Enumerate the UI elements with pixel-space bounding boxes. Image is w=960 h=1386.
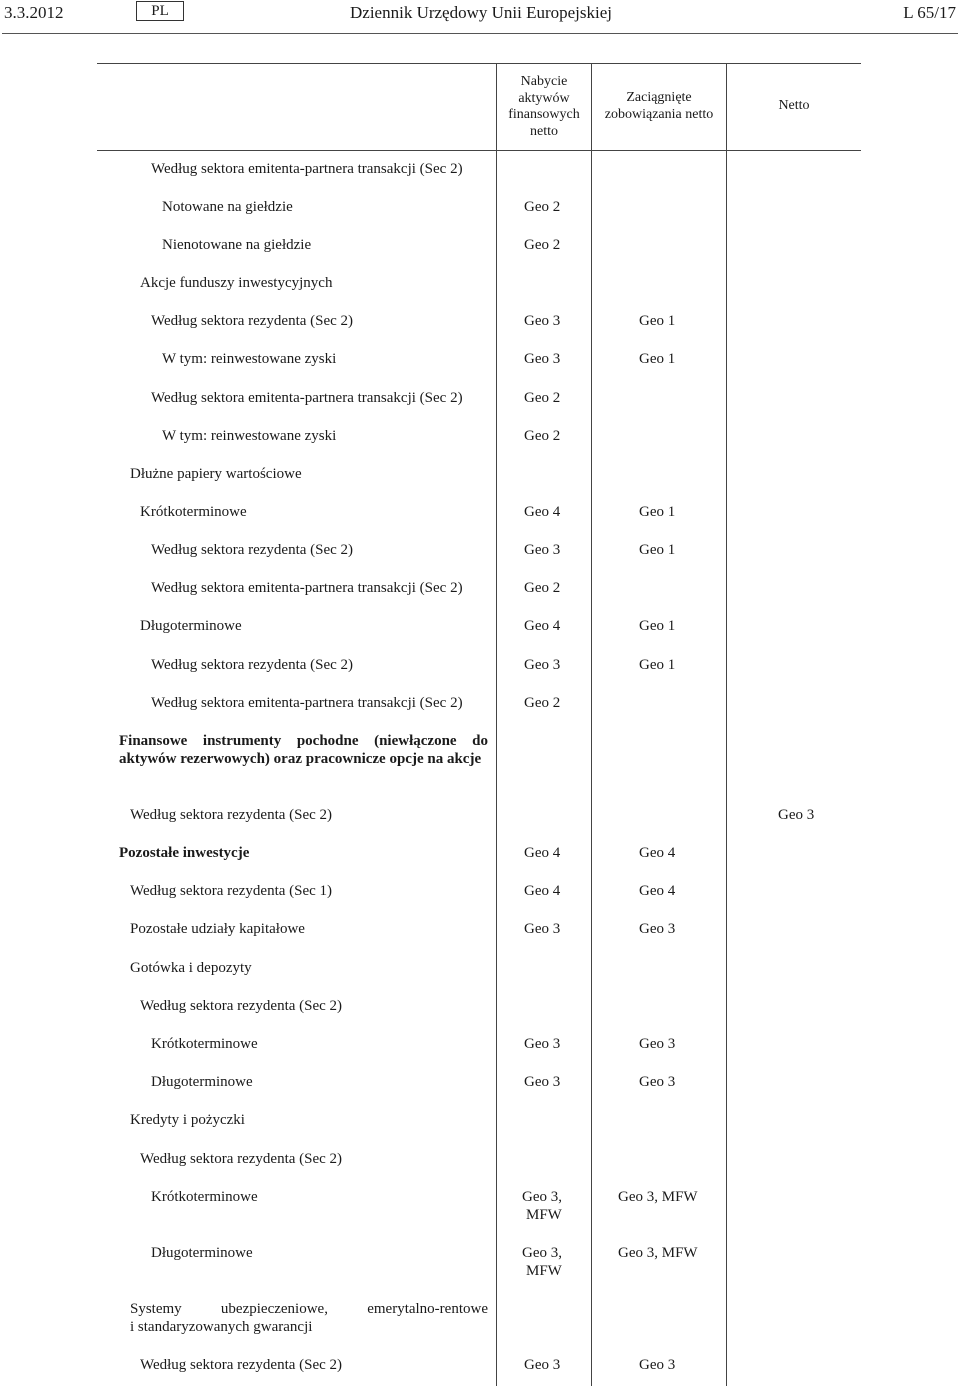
cell-value: MFW [526, 1207, 562, 1223]
row-label: Według sektora rezydenta (Sec 2) [151, 313, 354, 329]
row-label: W tym: reinwestowane zyski [162, 428, 337, 444]
cell-value: Geo 2 [524, 390, 561, 406]
header-rule [2, 33, 958, 34]
cell-value: Geo 3 [639, 1036, 676, 1052]
column-header-line: netto [530, 123, 558, 139]
page-number: L 65/17 [903, 3, 956, 22]
row-label: Nienotowane na giełdzie [162, 237, 312, 253]
column-header-liabilities [592, 90, 726, 123]
cell-value: Geo 1 [639, 504, 676, 520]
column-divider [726, 63, 727, 1386]
cell-value: Geo 4 [639, 845, 676, 861]
column-header-line: aktywów [518, 90, 570, 106]
cell-value: Geo 3, [522, 1189, 562, 1205]
cell-value: Geo 3 [524, 921, 561, 937]
cell-value: Geo 4 [524, 883, 561, 899]
cell-value: Geo 3 [524, 1036, 561, 1052]
column-divider [591, 63, 592, 1386]
row-label: Według sektora emitenta-partnera transakcji (Sec 2) [151, 161, 463, 177]
cell-value: Geo 1 [639, 657, 676, 673]
column-header-acquisition [497, 74, 591, 140]
row-label: Według sektora rezydenta (Sec 2) [130, 807, 333, 823]
cell-value: Geo 3 [524, 351, 561, 367]
row-label: W tym: reinwestowane zyski [162, 351, 337, 367]
cell-value: Geo 1 [639, 351, 676, 367]
row-label: Systemy ubezpieczeniowe, emerytalno-rentowe [130, 1301, 488, 1317]
row-label: Akcje funduszy inwestycyjnych [140, 275, 333, 291]
row-label: Według sektora rezydenta (Sec 2) [151, 657, 354, 673]
row-label: Pozostałe inwestycje [119, 845, 250, 861]
row-label: Według sektora emitenta-partnera transakcji (Sec 2) [151, 580, 463, 596]
row-label: Dłużne papiery wartościowe [130, 466, 302, 482]
table-header-rule [97, 150, 861, 151]
column-header-line: finansowych [508, 107, 580, 122]
cell-value: Geo 3 [639, 1357, 676, 1373]
row-label: Notowane na giełdzie [162, 199, 293, 215]
row-label: Według sektora rezydenta (Sec 2) [140, 1151, 343, 1167]
language-badge: PL [136, 1, 184, 21]
cell-value: Geo 1 [639, 542, 676, 558]
cell-value: Geo 4 [524, 618, 561, 634]
row-label: Według sektora emitenta-partnera transakcji (Sec 2) [151, 390, 463, 406]
row-label: Gotówka i depozyty [130, 960, 252, 976]
cell-value: MFW [526, 1263, 562, 1279]
column-header-line: Nabycie [520, 74, 568, 89]
cell-value: Geo 2 [524, 580, 561, 596]
cell-value: Geo 3 [524, 1074, 561, 1090]
row-label: Według sektora rezydenta (Sec 2) [140, 998, 343, 1014]
cell-value: Geo 3 [778, 807, 815, 823]
journal-title: Dziennik Urzędowy Unii Europejskiej [350, 3, 613, 22]
cell-value: Geo 4 [524, 845, 561, 861]
cell-value: Geo 3 [524, 1357, 561, 1373]
row-label: Według sektora emitenta-partnera transakcji (Sec 2) [151, 695, 463, 711]
row-label: Finansowe instrumenty pochodne (niewłączone do aktywów rezerwowych) oraz pracownicze opcje na akcje [119, 733, 488, 767]
cell-value: Geo 3, MFW [618, 1245, 698, 1261]
row-label: Długoterminowe [151, 1245, 253, 1261]
page-header [0, 0, 960, 34]
cell-value: Geo 3 [524, 657, 561, 673]
row-label: Krótkoterminowe [151, 1189, 258, 1205]
column-divider [496, 63, 497, 1386]
row-label: Pozostałe udziały kapitałowe [130, 921, 305, 937]
row-label: Długoterminowe [140, 618, 242, 634]
cell-value: Geo 2 [524, 199, 561, 215]
row-label: Kredyty i pożyczki [130, 1112, 245, 1128]
row-label: Według sektora rezydenta (Sec 1) [130, 883, 333, 899]
cell-value: Geo 3, MFW [618, 1189, 698, 1205]
cell-value: Geo 2 [524, 237, 561, 253]
column-header-line: Netto [778, 98, 810, 113]
publication-date: 3.3.2012 [4, 3, 64, 22]
cell-value: Geo 3 [639, 1074, 676, 1090]
cell-value: Geo 3 [524, 542, 561, 558]
cell-value: Geo 2 [524, 428, 561, 444]
cell-value: Geo 4 [639, 883, 676, 899]
column-header-line: zobowiązania netto [604, 106, 714, 122]
cell-value: Geo 1 [639, 618, 676, 634]
row-label: Długoterminowe [151, 1074, 253, 1090]
row-label: Krótkoterminowe [151, 1036, 258, 1052]
table-top-rule [97, 63, 861, 64]
cell-value: Geo 3 [524, 313, 561, 329]
cell-value: Geo 3 [639, 921, 676, 937]
row-label: Według sektora rezydenta (Sec 2) [151, 542, 354, 558]
row-label: Według sektora rezydenta (Sec 2) [140, 1357, 343, 1373]
column-header-line: Zaciągnięte [626, 90, 692, 105]
cell-value: Geo 4 [524, 504, 561, 520]
column-header-net [727, 98, 861, 115]
cell-value: Geo 3, [522, 1245, 562, 1261]
row-label: i standaryzowanych gwarancji [130, 1319, 313, 1335]
cell-value: Geo 2 [524, 695, 561, 711]
cell-value: Geo 1 [639, 313, 676, 329]
row-label: Krótkoterminowe [140, 504, 247, 520]
